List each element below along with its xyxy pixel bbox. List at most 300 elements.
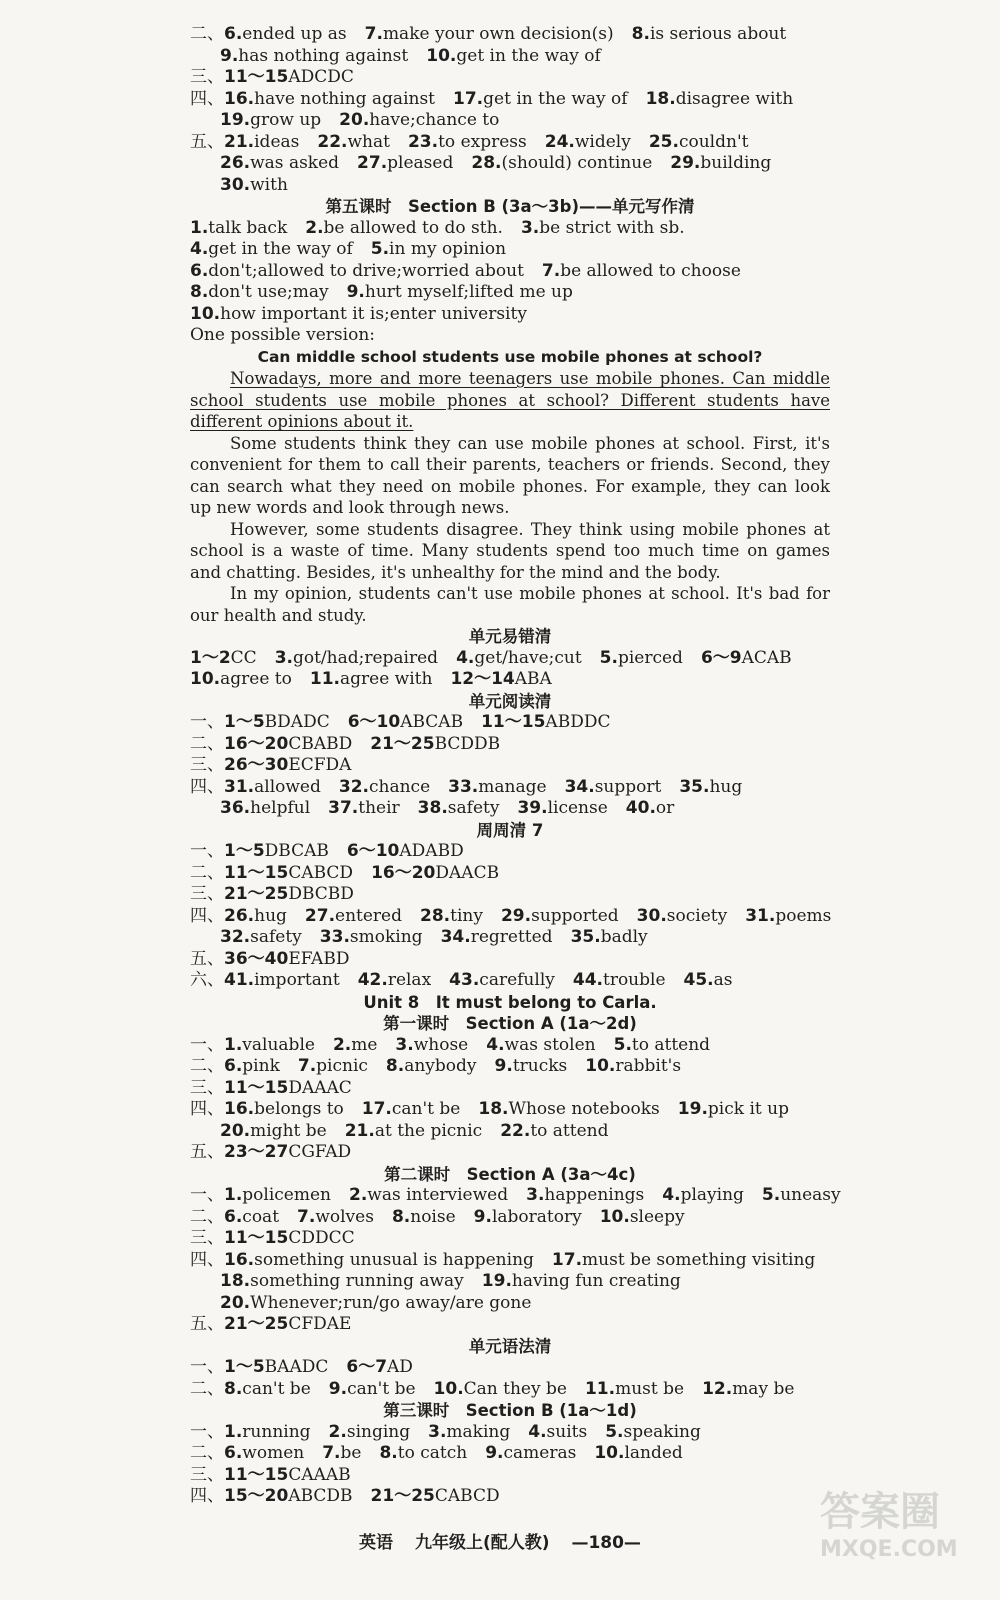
answer-item	[220, 110, 321, 130]
answer-item	[371, 863, 499, 883]
answer-text: relax	[387, 970, 432, 990]
answer-text: ABDDC	[545, 712, 611, 732]
answer-item	[500, 1121, 608, 1141]
answer-item	[224, 1207, 279, 1227]
answer-item	[528, 1422, 587, 1442]
question-group-label: 一、	[190, 1357, 224, 1377]
question-number: 23～27	[224, 1142, 289, 1162]
section-heading: 周周清 7	[476, 820, 544, 840]
answer-item	[552, 1250, 815, 1270]
answer-item	[328, 798, 400, 818]
section-heading: 第一课时 Section A (1a～2d)	[383, 1014, 637, 1033]
question-number: 11～15	[224, 862, 289, 883]
answer-text: CABCD	[434, 1486, 500, 1506]
question-group-label: 四、	[190, 776, 224, 797]
answer-item	[434, 1379, 567, 1399]
answer-text: DAAAC	[288, 1077, 352, 1098]
section-heading: 第二课时 Section A (3a～4c)	[384, 1164, 636, 1184]
answer-item	[449, 970, 555, 990]
question-number: 6～10	[347, 712, 401, 732]
question-number: 20.	[220, 1120, 251, 1141]
answer-text: having fun creating	[511, 1271, 681, 1291]
essay-paragraph: Nowadays, more and more teenagers use mobile phones. Can middle school students use mobile phones at school? Different students have different opinions about it.	[190, 369, 830, 431]
answer-text: was asked	[250, 153, 340, 173]
answer-text: grow up	[250, 110, 322, 130]
answer-text: (should) continue	[501, 153, 653, 173]
answer-item	[762, 1185, 841, 1205]
answer-item	[395, 1035, 468, 1055]
answer-row	[190, 755, 830, 777]
question-group-label: 四、	[190, 905, 224, 926]
essay-title: Can middle school students use mobile phones at school?	[257, 347, 763, 366]
answer-text: Can they be	[463, 1378, 567, 1399]
answer-text: pick it up	[707, 1099, 789, 1119]
question-number: 11～15	[481, 712, 546, 732]
question-number: 26.	[220, 153, 251, 173]
footer-subject: 英语	[359, 1533, 394, 1553]
section-heading: 单元阅读清	[468, 691, 552, 711]
answer-row	[190, 1035, 830, 1057]
answer-text: tiny	[450, 905, 483, 926]
answer-item	[565, 777, 662, 797]
question-number: 33.	[448, 776, 479, 797]
answer-text: ECFDA	[288, 755, 352, 775]
question-number: 20.	[339, 110, 370, 130]
question-number: 9.	[328, 1378, 348, 1399]
answer-row	[190, 1121, 830, 1143]
answer-row	[190, 1250, 830, 1272]
answer-item	[224, 1314, 351, 1334]
answer-text: DAACB	[435, 862, 500, 883]
question-number: 33.	[319, 927, 350, 947]
question-number: 17.	[361, 1099, 392, 1119]
answer-row	[190, 153, 830, 175]
answer-item	[571, 927, 648, 947]
answer-text: wolves	[315, 1206, 374, 1227]
answer-item	[224, 1035, 315, 1055]
answer-text: don't;allowed to drive;worried about	[208, 260, 524, 281]
answer-text: disagree with	[675, 88, 794, 109]
answer-text: valuable	[242, 1034, 315, 1055]
answer-item	[329, 1379, 416, 1399]
answer-text: got/had;repaired	[292, 647, 439, 668]
answer-text: CDDCC	[288, 1228, 355, 1248]
answer-item	[333, 1035, 377, 1055]
question-number: 16.	[224, 1099, 255, 1119]
answer-text: trouble	[602, 970, 666, 990]
question-number: 6.	[224, 1056, 243, 1076]
question-group-label: 五、	[190, 131, 224, 152]
answer-item	[348, 712, 463, 732]
question-number: 42.	[357, 970, 388, 990]
question-number: 24.	[544, 131, 575, 152]
answer-text: something running away	[250, 1271, 464, 1291]
answer-text: their	[358, 798, 400, 818]
question-number: 1.	[190, 217, 209, 238]
answer-text: regretted	[470, 927, 553, 947]
answer-item	[649, 132, 749, 152]
question-group-label: 一、	[190, 1185, 224, 1205]
question-group-label: 三、	[190, 67, 224, 87]
answer-item	[224, 89, 435, 109]
answer-item	[456, 648, 582, 668]
answer-item	[632, 24, 787, 44]
answer-item	[371, 1486, 500, 1506]
question-number: 11.	[309, 669, 340, 689]
answer-item	[190, 261, 524, 281]
answer-text: support	[594, 776, 662, 797]
answer-item	[745, 906, 831, 926]
answer-text: ABCDB	[288, 1486, 353, 1506]
answer-text: can't be	[391, 1099, 461, 1119]
question-number: 15～20	[224, 1486, 289, 1506]
essay-paragraph: However, some students disagree. They think using mobile phones at school is a waste of time. Many students spend too much time on games and chatting. Besides, it's unhealthy for the mind and the body.	[190, 519, 830, 582]
answer-text: carefully	[479, 970, 555, 990]
answer-item	[220, 927, 302, 947]
question-number: 8.	[391, 1206, 411, 1227]
answer-text: talk back	[208, 217, 288, 238]
answer-item	[662, 1185, 744, 1205]
answer-item	[220, 175, 288, 195]
answer-text: ACAB	[741, 647, 792, 668]
answer-text: ABA	[514, 669, 552, 689]
question-number: 25.	[648, 131, 679, 152]
answer-item	[297, 1207, 374, 1227]
answer-text: agree to	[220, 669, 292, 689]
answer-item	[224, 734, 352, 754]
answer-item	[347, 282, 573, 302]
answer-row	[190, 669, 830, 691]
answer-item	[379, 1443, 467, 1463]
answer-text: whose	[413, 1034, 469, 1055]
question-number: 1～5	[224, 712, 265, 732]
section-heading: 第五课时 Section B (3a～3b)——单元写作清	[325, 197, 695, 216]
answer-item	[339, 110, 499, 130]
answer-item	[573, 970, 666, 990]
answer-item	[358, 970, 431, 990]
answer-row	[190, 175, 830, 197]
question-number: 5.	[605, 1421, 624, 1442]
answer-text: get/have;cut	[474, 647, 582, 668]
answer-text: can't be	[347, 1378, 416, 1399]
question-group-label: 三、	[190, 1228, 224, 1248]
answer-item	[485, 1443, 576, 1463]
answer-item	[322, 1443, 361, 1463]
question-number: 3.	[526, 1185, 545, 1205]
answer-row	[190, 734, 830, 756]
answer-row	[190, 906, 830, 928]
question-number: 7.	[297, 1056, 317, 1076]
question-number: 17.	[551, 1249, 583, 1270]
answer-item	[224, 1357, 328, 1377]
answer-item	[386, 1056, 477, 1076]
question-number: 3.	[428, 1421, 447, 1442]
question-number: 4.	[456, 647, 475, 668]
question-number: 9.	[494, 1056, 513, 1076]
question-number: 8.	[379, 1443, 398, 1463]
answer-item	[517, 798, 607, 818]
question-number: 6.	[224, 1206, 243, 1227]
answer-text: as	[713, 970, 733, 990]
question-group-label: 一、	[190, 1034, 224, 1055]
question-group-label: 三、	[190, 884, 224, 904]
answer-row	[190, 282, 830, 304]
answer-item	[220, 153, 339, 173]
answer-text: must be	[615, 1378, 685, 1399]
answer-item	[701, 648, 792, 668]
section-heading: Unit 8 It must belong to Carla.	[363, 992, 657, 1012]
question-number: 40.	[625, 798, 656, 818]
answers-unit7-unit8	[190, 626, 841, 1508]
question-group-label: 二、	[190, 733, 224, 754]
question-number: 8.	[385, 1056, 405, 1076]
question-number: 10.	[190, 669, 221, 689]
answer-row	[190, 218, 830, 240]
question-number: 6.	[224, 1443, 243, 1463]
answer-column	[190, 24, 841, 1508]
answer-item	[594, 1443, 682, 1463]
answer-text: something unusual is happening	[254, 1249, 534, 1270]
answer-text: suits	[546, 1421, 588, 1442]
question-number: 1.	[224, 1185, 243, 1205]
answer-item	[224, 67, 354, 87]
answer-text: CBABD	[288, 733, 353, 754]
question-number: 8.	[224, 1378, 243, 1399]
question-number: 45.	[683, 970, 714, 990]
answer-item	[190, 239, 353, 259]
watermark-logo	[820, 1480, 970, 1590]
question-number: 3.	[520, 217, 540, 238]
answer-text: CGFAD	[288, 1142, 352, 1162]
answer-text: was interviewed	[367, 1185, 509, 1205]
question-group-label: 五、	[190, 1314, 224, 1334]
answer-row	[190, 1078, 830, 1100]
question-number: 16～20	[371, 862, 436, 883]
question-number: 31.	[224, 776, 255, 797]
answer-text: anybody	[404, 1056, 477, 1076]
answer-item	[426, 46, 601, 66]
answer-item	[392, 1207, 456, 1227]
footer-grade: 九年级上(配人教)	[414, 1533, 550, 1553]
question-number: 9.	[485, 1443, 504, 1463]
question-number: 41.	[224, 970, 255, 990]
answer-item	[545, 132, 631, 152]
answer-text: widely	[574, 131, 631, 152]
answer-item	[220, 1293, 531, 1313]
answer-item	[190, 669, 292, 689]
question-number: 7.	[364, 24, 383, 44]
answer-item	[224, 863, 353, 883]
question-number: 21～25	[224, 1314, 289, 1334]
question-number: 17.	[453, 88, 484, 109]
answer-row	[190, 1099, 830, 1121]
answer-text: Whose notebooks	[508, 1099, 660, 1119]
answer-item	[190, 648, 257, 668]
answer-row	[190, 1056, 830, 1078]
answer-text: speaking	[623, 1421, 701, 1442]
question-number: 7.	[297, 1206, 316, 1227]
answer-item	[224, 1379, 311, 1399]
question-number: 11～15	[224, 1228, 289, 1248]
answer-text: BAADC	[264, 1357, 329, 1377]
answer-text: what	[347, 131, 390, 152]
answer-item	[347, 841, 464, 861]
answer-text: allowed	[254, 776, 321, 797]
answer-text: pleased	[387, 153, 454, 173]
answer-text: helpful	[250, 798, 311, 818]
answer-text: smoking	[349, 927, 423, 947]
answer-item	[448, 777, 546, 797]
question-number: 10.	[599, 1206, 630, 1227]
question-number: 12.	[702, 1378, 733, 1399]
answer-text: ideas	[254, 131, 300, 152]
answer-item	[224, 132, 299, 152]
answer-item	[220, 1121, 327, 1141]
answer-item	[637, 906, 728, 926]
answer-text: ADABD	[399, 841, 464, 861]
answer-text: DBCAB	[264, 841, 329, 861]
answer-item	[224, 24, 347, 44]
answer-text: couldn't	[678, 131, 749, 152]
question-number: 4.	[190, 239, 209, 259]
answer-row	[190, 46, 830, 68]
answer-row	[190, 798, 830, 820]
answer-item	[224, 841, 329, 861]
answer-item	[224, 1465, 351, 1485]
answer-item	[420, 906, 483, 926]
question-number: 28.	[471, 153, 502, 173]
answer-row	[190, 239, 830, 261]
answer-item	[626, 798, 675, 818]
question-number: 3.	[395, 1034, 414, 1055]
question-number: 20.	[220, 1292, 251, 1313]
answer-item	[317, 132, 390, 152]
question-number: 6.	[224, 24, 243, 44]
question-number: 2.	[328, 1421, 347, 1442]
answer-text: entered	[335, 905, 403, 926]
answer-item	[450, 669, 551, 689]
question-number: 4.	[486, 1034, 505, 1055]
answer-row	[190, 1465, 830, 1487]
answer-item	[486, 1035, 595, 1055]
answer-row	[190, 927, 830, 949]
question-number: 21.	[344, 1120, 375, 1141]
question-number: 26～30	[224, 755, 289, 775]
answer-text: CAAAB	[288, 1464, 351, 1485]
question-number: 44.	[572, 970, 603, 990]
answer-row	[190, 1185, 841, 1207]
question-number: 1.	[224, 1034, 243, 1055]
answer-text: me	[351, 1034, 378, 1055]
question-number: 16.	[224, 1249, 255, 1270]
answer-text: to catch	[397, 1443, 468, 1463]
answer-row	[190, 1357, 830, 1379]
question-number: 6～10	[346, 841, 400, 861]
question-number: 22.	[500, 1120, 531, 1141]
question-number: 4.	[662, 1185, 681, 1205]
answer-item	[501, 906, 619, 926]
answer-text: license	[547, 798, 608, 818]
question-number: 27.	[304, 905, 336, 926]
answer-text: society	[666, 905, 728, 926]
question-number: 5.	[599, 647, 618, 668]
answer-row	[190, 304, 830, 326]
answer-item	[346, 1357, 413, 1377]
watermark-logo-text: 答案圈	[820, 1489, 940, 1535]
answer-item	[224, 1078, 352, 1098]
answer-text: might be	[250, 1120, 327, 1141]
answer-item	[224, 1142, 351, 1162]
question-number: 29.	[670, 153, 701, 173]
question-group-label: 二、	[190, 1378, 224, 1399]
answer-item	[428, 1422, 510, 1442]
footer-page-number: —180—	[571, 1533, 641, 1553]
answer-item	[362, 1099, 461, 1119]
question-number: 35.	[570, 927, 601, 947]
question-group-label: 三、	[190, 1464, 224, 1485]
question-number: 43.	[449, 970, 480, 990]
question-number: 1.	[224, 1421, 243, 1442]
answer-text: get in the way of	[208, 239, 353, 259]
answer-item	[224, 1228, 355, 1248]
answer-text: chance	[369, 776, 431, 797]
answer-text: with	[250, 174, 288, 195]
question-number: 7.	[541, 260, 561, 281]
answer-row	[190, 1271, 830, 1293]
answer-item	[224, 884, 354, 904]
question-number: 21.	[224, 131, 255, 152]
answer-text: CFDAE	[288, 1314, 352, 1334]
answer-item	[220, 1271, 464, 1291]
question-number: 10.	[190, 303, 221, 324]
answer-item	[471, 153, 652, 173]
answer-row	[190, 841, 830, 863]
answer-text: poems	[775, 905, 832, 926]
answer-text: DBCBD	[288, 884, 354, 904]
answer-item	[542, 261, 741, 281]
question-number: 7.	[322, 1443, 341, 1463]
answer-item	[305, 906, 402, 926]
answer-text: CC	[230, 647, 257, 668]
question-group-label: 五、	[190, 1142, 224, 1162]
question-group-label: 一、	[190, 841, 224, 861]
question-number: 19.	[220, 110, 251, 130]
answer-text: EFABD	[288, 948, 350, 969]
answer-item	[224, 1185, 331, 1205]
question-number: 10.	[426, 45, 457, 66]
question-number: 6～9	[700, 647, 742, 668]
answer-text: hug	[709, 776, 743, 797]
answer-text: may be	[732, 1378, 795, 1399]
answer-text: to express	[438, 131, 527, 152]
question-number: 27.	[357, 153, 388, 173]
answer-item	[441, 927, 553, 947]
question-number: 10.	[594, 1443, 625, 1463]
question-number: 39.	[517, 798, 548, 818]
question-number: 34.	[440, 927, 471, 947]
question-number: 37.	[328, 798, 359, 818]
answer-item	[678, 1099, 789, 1119]
answer-text: policemen	[242, 1185, 331, 1205]
answer-item	[224, 1422, 311, 1442]
answer-item	[298, 1056, 368, 1076]
question-group-label: 四、	[190, 1249, 224, 1270]
answer-text: agree with	[340, 669, 433, 689]
answer-item	[275, 648, 438, 668]
question-number: 8.	[190, 282, 209, 302]
answer-item	[495, 1056, 568, 1076]
answer-text: women	[242, 1443, 305, 1463]
